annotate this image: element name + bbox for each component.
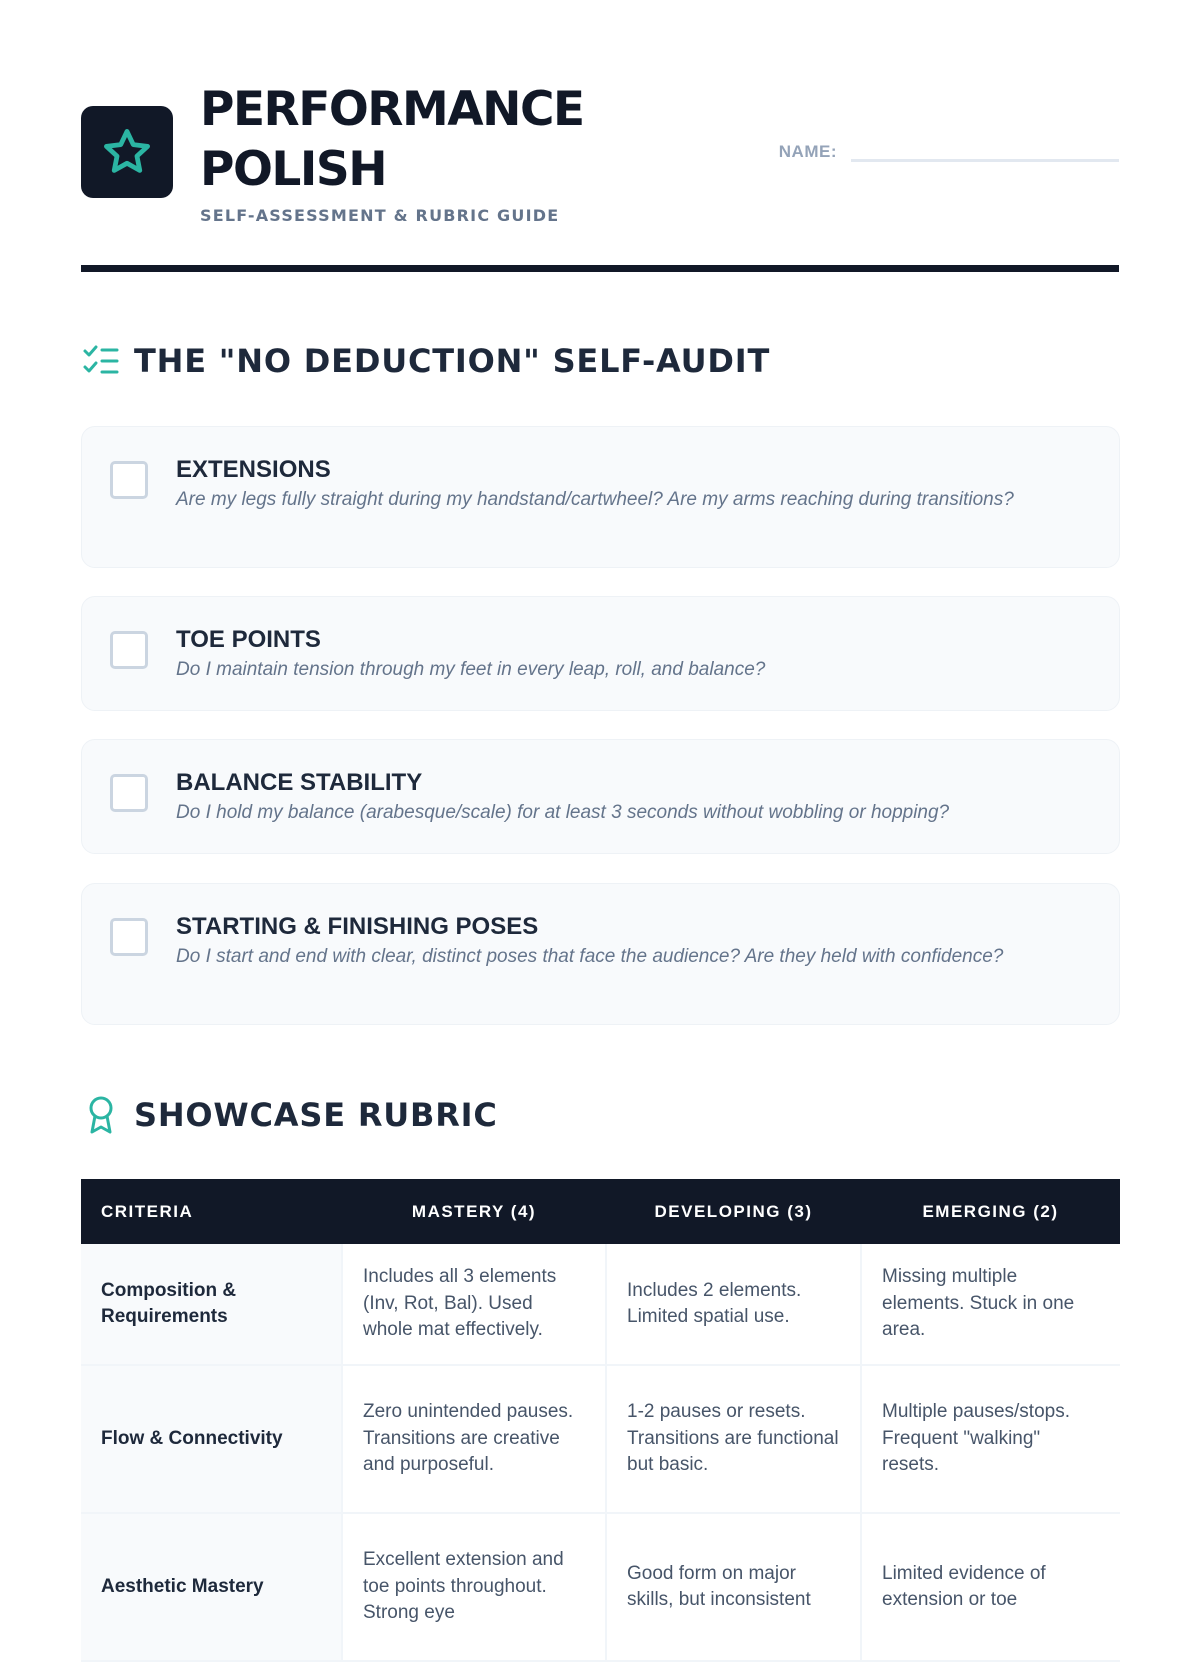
table-row <box>81 1244 1120 1365</box>
column-header-developing: DEVELOPING (3) <box>606 1179 861 1244</box>
column-header-mastery: MASTERY (4) <box>342 1179 606 1244</box>
criteria-cell: Flow & Connectivity <box>81 1365 342 1513</box>
audit-item <box>81 739 1120 854</box>
criteria-cell: Composition & Requirements <box>81 1244 342 1365</box>
list-check-icon <box>81 341 121 381</box>
audit-item-title: TOE POINTS <box>176 626 321 653</box>
table-row <box>81 1365 1120 1513</box>
title-block <box>200 80 620 225</box>
audit-checkbox[interactable] <box>110 631 148 669</box>
audit-checkbox[interactable] <box>110 918 148 956</box>
column-header-emerging: EMERGING (2) <box>861 1179 1120 1244</box>
audit-heading-text: THE "NO DEDUCTION" SELF-AUDIT <box>134 342 771 380</box>
audit-item-title: STARTING & FINISHING POSES <box>176 913 539 940</box>
mastery-cell: Includes all 3 elements (Inv, Rot, Bal). Used whole mat effectively. <box>342 1244 606 1365</box>
audit-checkbox[interactable] <box>110 774 148 812</box>
audit-item-description: Are my legs fully straight during my handstand/cartwheel? Are my arms reaching during transitions? <box>176 489 1014 510</box>
logo <box>81 106 173 198</box>
developing-cell: 1-2 pauses or resets. Transitions are functional but basic. <box>606 1365 861 1513</box>
star-icon <box>101 126 153 178</box>
audit-item-title: BALANCE STABILITY <box>176 769 423 796</box>
audit-item-description: Do I maintain tension through my feet in every leap, roll, and balance? <box>176 659 766 680</box>
emerging-cell: Limited evidence of extension or toe <box>861 1513 1120 1661</box>
table-row <box>81 1513 1120 1661</box>
audit-heading <box>81 341 770 381</box>
mastery-cell: Zero unintended pauses. Transitions are creative and purposeful. <box>342 1365 606 1513</box>
audit-item <box>81 426 1120 568</box>
name-label: NAME: <box>778 142 837 161</box>
award-ribbon-icon <box>81 1095 121 1135</box>
audit-item-description: Do I start and end with clear, distinct poses that face the audience? Are they held with confidence? <box>176 946 1004 967</box>
emerging-cell: Multiple pauses/stops. Frequent "walking" resets. <box>861 1365 1120 1513</box>
criteria-cell: Aesthetic Mastery <box>81 1513 342 1661</box>
table-header-row <box>81 1179 1120 1244</box>
name-field-group <box>779 140 1119 162</box>
audit-item-description: Do I hold my balance (arabesque/scale) for at least 3 seconds without wobbling or hopping? <box>176 802 950 823</box>
audit-item-title: EXTENSIONS <box>176 456 331 483</box>
developing-cell: Includes 2 elements. Limited spatial use. <box>606 1244 861 1365</box>
mastery-cell: Excellent extension and toe points throughout. Strong eye <box>342 1513 606 1661</box>
audit-checkbox[interactable] <box>110 461 148 499</box>
page-subtitle: SELF-ASSESSMENT & RUBRIC GUIDE <box>200 206 560 225</box>
name-field[interactable] <box>851 140 1119 162</box>
rubric-table <box>81 1179 1120 1662</box>
audit-item <box>81 883 1120 1025</box>
header <box>81 0 1119 272</box>
emerging-cell: Missing multiple elements. Stuck in one area. <box>861 1244 1120 1365</box>
rubric-heading-text: SHOWCASE RUBRIC <box>134 1096 498 1134</box>
page-title: PERFORMANCE POLISH <box>200 82 584 197</box>
audit-item <box>81 596 1120 711</box>
column-header-criteria: CRITERIA <box>81 1179 342 1244</box>
developing-cell: Good form on major skills, but inconsistent <box>606 1513 861 1661</box>
rubric-heading <box>81 1095 498 1135</box>
header-divider <box>81 265 1119 272</box>
